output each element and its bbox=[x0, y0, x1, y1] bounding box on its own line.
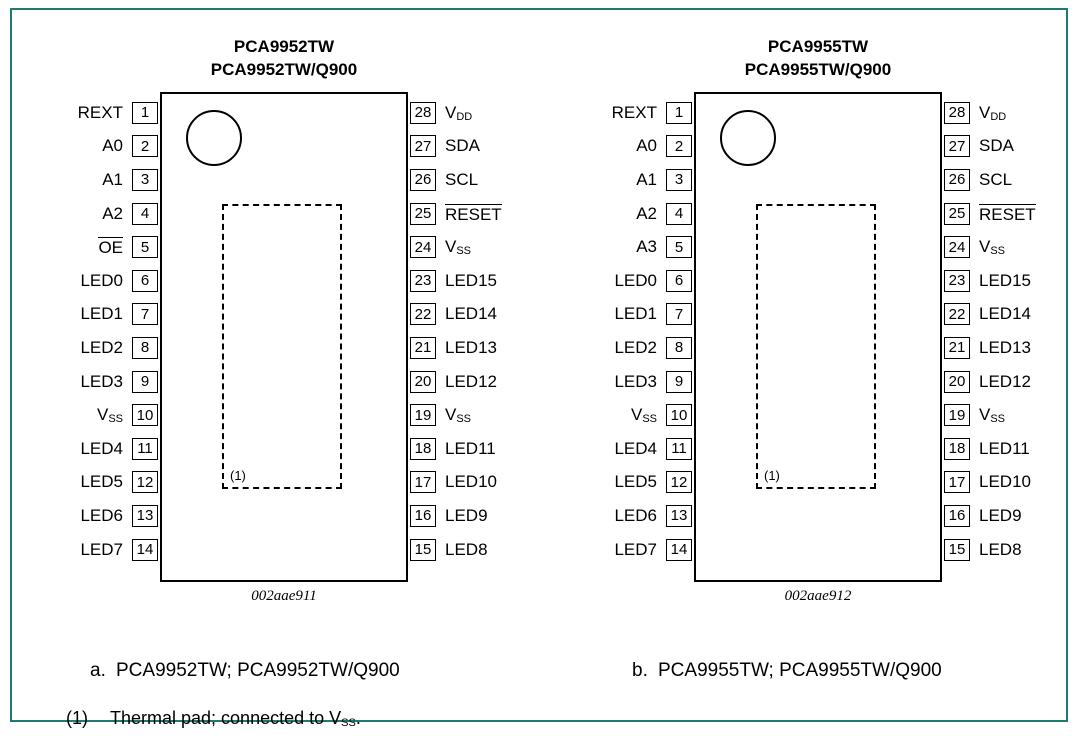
pin-number: 2 bbox=[666, 135, 692, 157]
pin-label: LED4 bbox=[614, 438, 657, 458]
pin-row bbox=[34, 298, 160, 332]
pin-number: 19 bbox=[944, 404, 970, 426]
caption-b-text: PCA9955TW; PCA9955TW/Q900 bbox=[658, 660, 942, 681]
pin-label: A3 bbox=[636, 237, 657, 257]
pin-label: SDA bbox=[979, 136, 1014, 156]
pin-label: LED14 bbox=[979, 304, 1031, 324]
pin-number: 14 bbox=[666, 539, 692, 561]
pin-row bbox=[408, 230, 534, 264]
pin-label: LED2 bbox=[614, 337, 657, 357]
pin-label: $V_{DD}$ bbox=[445, 102, 473, 123]
pin-row bbox=[568, 365, 694, 399]
pin-number: 25 bbox=[944, 203, 970, 225]
pin-number: 8 bbox=[666, 337, 692, 359]
pin-label: LED10 bbox=[979, 472, 1031, 492]
pin-rows bbox=[34, 92, 534, 582]
pin-row bbox=[34, 398, 160, 432]
pin-number: 4 bbox=[132, 203, 158, 225]
thermal-pad-marker: (1) bbox=[230, 468, 246, 483]
pin-label-subscript: DD bbox=[456, 110, 473, 123]
pin-row bbox=[408, 499, 534, 533]
pin-label: A0 bbox=[636, 136, 657, 156]
caption-a bbox=[90, 660, 400, 682]
pin-number: 12 bbox=[132, 471, 158, 493]
pin-row bbox=[568, 331, 694, 365]
pin-number: 15 bbox=[944, 539, 970, 561]
pin-row bbox=[942, 499, 1068, 533]
footnote-subscript: SS bbox=[341, 717, 356, 729]
pin-row bbox=[942, 331, 1068, 365]
pin-number: 25 bbox=[410, 203, 436, 225]
pin-number: 22 bbox=[944, 303, 970, 325]
pin-row bbox=[34, 230, 160, 264]
pin-row bbox=[408, 331, 534, 365]
pin-label: LED13 bbox=[979, 337, 1031, 357]
pin-number: 26 bbox=[944, 169, 970, 191]
pin-label: LED9 bbox=[979, 505, 1022, 525]
pin-label: LED2 bbox=[80, 337, 123, 357]
pin-label: LED5 bbox=[614, 472, 657, 492]
pin-label-subscript: DD bbox=[990, 110, 1007, 123]
pin-number: 20 bbox=[410, 371, 436, 393]
pin-label: $V_{SS}$ bbox=[96, 405, 123, 426]
pin-row bbox=[942, 264, 1068, 298]
pin-row bbox=[408, 197, 534, 231]
pin-number: 5 bbox=[132, 236, 158, 258]
pin-row bbox=[568, 432, 694, 466]
pin-row bbox=[408, 466, 534, 500]
pin-label: SCL bbox=[979, 169, 1013, 189]
pin-label: LED7 bbox=[80, 539, 123, 559]
pin-label: REXT bbox=[77, 102, 123, 122]
pin-label: LED12 bbox=[979, 371, 1031, 391]
pin-number: 6 bbox=[666, 270, 692, 292]
pin-row bbox=[568, 96, 694, 130]
pin-label: LED15 bbox=[445, 270, 497, 290]
pin-label: LED7 bbox=[614, 539, 657, 559]
pin-number: 1 bbox=[666, 102, 692, 124]
pin-label: SCL bbox=[445, 169, 479, 189]
caption-a-text: PCA9952TW; PCA9952TW/Q900 bbox=[116, 660, 400, 681]
pin-label-subscript: SS bbox=[456, 245, 472, 258]
pin-number: 13 bbox=[666, 505, 692, 527]
pin-label-subscript: SS bbox=[990, 245, 1006, 258]
pin-number: 14 bbox=[132, 539, 158, 561]
pin-row bbox=[568, 499, 694, 533]
pin-label: LED3 bbox=[614, 371, 657, 391]
pin-row bbox=[942, 466, 1068, 500]
pin-label: LED8 bbox=[445, 539, 488, 559]
footnote bbox=[66, 708, 361, 729]
pin-number: 27 bbox=[410, 135, 436, 157]
pin-label-subscript: SS bbox=[990, 413, 1006, 426]
pin-number: 17 bbox=[410, 471, 436, 493]
pin-label: A1 bbox=[636, 169, 657, 189]
package-title-line2: PCA9952TW/Q900 bbox=[210, 60, 358, 79]
pin-label: LED6 bbox=[614, 505, 657, 525]
pin-number: 9 bbox=[132, 371, 158, 393]
pin-row bbox=[942, 163, 1068, 197]
figure-id: 002aae911 bbox=[251, 588, 317, 604]
pin-number: 10 bbox=[666, 404, 692, 426]
pin-row bbox=[408, 264, 534, 298]
pin-row bbox=[408, 130, 534, 164]
pin-number: 5 bbox=[666, 236, 692, 258]
pin-label: LED3 bbox=[80, 371, 123, 391]
pin-number: 10 bbox=[132, 404, 158, 426]
pin-row bbox=[942, 230, 1068, 264]
pin-row bbox=[408, 398, 534, 432]
pin-label: LED1 bbox=[80, 304, 123, 324]
pin-number: 22 bbox=[410, 303, 436, 325]
pin-row bbox=[942, 96, 1068, 130]
pin-row bbox=[942, 398, 1068, 432]
pin-number: 28 bbox=[944, 102, 970, 124]
pin-row bbox=[34, 499, 160, 533]
pin-label: LED4 bbox=[80, 438, 123, 458]
pin-label: OE bbox=[98, 238, 123, 258]
pin-label: LED0 bbox=[80, 270, 123, 290]
pin-rows bbox=[568, 92, 1068, 582]
package-diagram-pca9955tw bbox=[568, 32, 1068, 642]
pin-row bbox=[568, 298, 694, 332]
pin-row bbox=[408, 163, 534, 197]
package-diagram-pca9952tw bbox=[34, 32, 534, 642]
pin-label: RESET bbox=[445, 204, 502, 224]
pin-row bbox=[942, 298, 1068, 332]
pin-number: 21 bbox=[944, 337, 970, 359]
package-title-line2: PCA9955TW/Q900 bbox=[744, 60, 892, 79]
pin-label: LED11 bbox=[445, 438, 496, 458]
pin-number: 9 bbox=[666, 371, 692, 393]
pin-number: 11 bbox=[132, 438, 158, 460]
pin-label: $V_{SS}$ bbox=[445, 405, 472, 426]
pin-label-subscript: SS bbox=[456, 413, 472, 426]
pin-label: LED5 bbox=[80, 472, 123, 492]
pin-number: 24 bbox=[944, 236, 970, 258]
pin-number: 6 bbox=[132, 270, 158, 292]
pin-row bbox=[34, 264, 160, 298]
pin-label: $V_{SS}$ bbox=[979, 405, 1006, 426]
pin-number: 3 bbox=[666, 169, 692, 191]
pin-number: 7 bbox=[666, 303, 692, 325]
pin-label: LED10 bbox=[445, 472, 497, 492]
pin-number: 16 bbox=[410, 505, 436, 527]
pin-label: $V_{SS}$ bbox=[979, 237, 1006, 258]
pin-label: LED13 bbox=[445, 337, 497, 357]
pin-number: 1 bbox=[132, 102, 158, 124]
pin-row bbox=[408, 365, 534, 399]
pin-row bbox=[408, 432, 534, 466]
pin-number: 16 bbox=[944, 505, 970, 527]
pin-row bbox=[34, 331, 160, 365]
pin-number: 23 bbox=[410, 270, 436, 292]
thermal-pad-marker: (1) bbox=[764, 468, 780, 483]
pin-row bbox=[568, 197, 694, 231]
pin-row bbox=[34, 130, 160, 164]
pin-number: 27 bbox=[944, 135, 970, 157]
pin-number: 15 bbox=[410, 539, 436, 561]
pin-label: A2 bbox=[636, 203, 657, 223]
pin-row bbox=[568, 533, 694, 567]
pin-number: 11 bbox=[666, 438, 692, 460]
pin-number: 8 bbox=[132, 337, 158, 359]
figure-frame bbox=[10, 8, 1068, 729]
pin-number: 24 bbox=[410, 236, 436, 258]
pin-number: 4 bbox=[666, 203, 692, 225]
pin-row bbox=[34, 533, 160, 567]
figure-id: 002aae912 bbox=[784, 588, 852, 604]
caption-b bbox=[632, 660, 942, 682]
pin-number: 23 bbox=[944, 270, 970, 292]
pin-row bbox=[34, 365, 160, 399]
pin-label: RESET bbox=[979, 204, 1036, 224]
pin-label: LED0 bbox=[614, 270, 657, 290]
footnote-text-before: Thermal pad; connected to V bbox=[110, 708, 342, 728]
pin-row bbox=[34, 432, 160, 466]
pin-label: LED8 bbox=[979, 539, 1022, 559]
pin-label: $V_{SS}$ bbox=[630, 405, 657, 426]
pin-number: 28 bbox=[410, 102, 436, 124]
pin-row bbox=[568, 264, 694, 298]
pin-number: 20 bbox=[944, 371, 970, 393]
pin-label: A1 bbox=[102, 169, 123, 189]
caption-a-label: a. bbox=[90, 660, 106, 681]
pin-row bbox=[34, 197, 160, 231]
pin-row bbox=[942, 365, 1068, 399]
pin-row bbox=[942, 533, 1068, 567]
pin-row bbox=[408, 298, 534, 332]
pin-row bbox=[568, 130, 694, 164]
pin-row bbox=[34, 96, 160, 130]
pin-row bbox=[568, 398, 694, 432]
pin-label: $V_{SS}$ bbox=[445, 237, 472, 258]
pin-number: 19 bbox=[410, 404, 436, 426]
pin-number: 2 bbox=[132, 135, 158, 157]
pin-row bbox=[408, 533, 534, 567]
caption-b-label: b. bbox=[632, 660, 648, 681]
pin-label: $V_{DD}$ bbox=[979, 102, 1007, 123]
pin-label: A0 bbox=[102, 136, 123, 156]
pin-label: A2 bbox=[102, 203, 123, 223]
pin-row bbox=[942, 197, 1068, 231]
pin-label: LED15 bbox=[979, 270, 1031, 290]
pin-row bbox=[942, 432, 1068, 466]
footnote-text-after: . bbox=[355, 708, 361, 728]
pin-number: 21 bbox=[410, 337, 436, 359]
pin-label: LED6 bbox=[80, 505, 123, 525]
pin-row bbox=[408, 96, 534, 130]
pin-label: SDA bbox=[445, 136, 480, 156]
pin-label: LED11 bbox=[979, 438, 1030, 458]
package-title-line1: PCA9955TW bbox=[767, 37, 869, 56]
pin-number: 26 bbox=[410, 169, 436, 191]
pin-row bbox=[568, 230, 694, 264]
pin-number: 18 bbox=[944, 438, 970, 460]
pin-label: REXT bbox=[611, 102, 657, 122]
pin-number: 7 bbox=[132, 303, 158, 325]
footnote-marker: (1) bbox=[66, 708, 88, 728]
pin-label: LED14 bbox=[445, 304, 497, 324]
pin-number: 12 bbox=[666, 471, 692, 493]
pin-label: LED9 bbox=[445, 505, 488, 525]
pin-row bbox=[568, 163, 694, 197]
pin-number: 3 bbox=[132, 169, 158, 191]
pin-row bbox=[34, 466, 160, 500]
pin-row bbox=[942, 130, 1068, 164]
pin-label-subscript: SS bbox=[108, 413, 123, 426]
pin-label: LED12 bbox=[445, 371, 497, 391]
package-title-line1: PCA9952TW bbox=[233, 37, 335, 56]
pin-number: 17 bbox=[944, 471, 970, 493]
pin-label: LED1 bbox=[614, 304, 657, 324]
pin-label-subscript: SS bbox=[642, 413, 657, 426]
pin-number: 18 bbox=[410, 438, 436, 460]
pin-row bbox=[568, 466, 694, 500]
pin-number: 13 bbox=[132, 505, 158, 527]
pin-row bbox=[34, 163, 160, 197]
